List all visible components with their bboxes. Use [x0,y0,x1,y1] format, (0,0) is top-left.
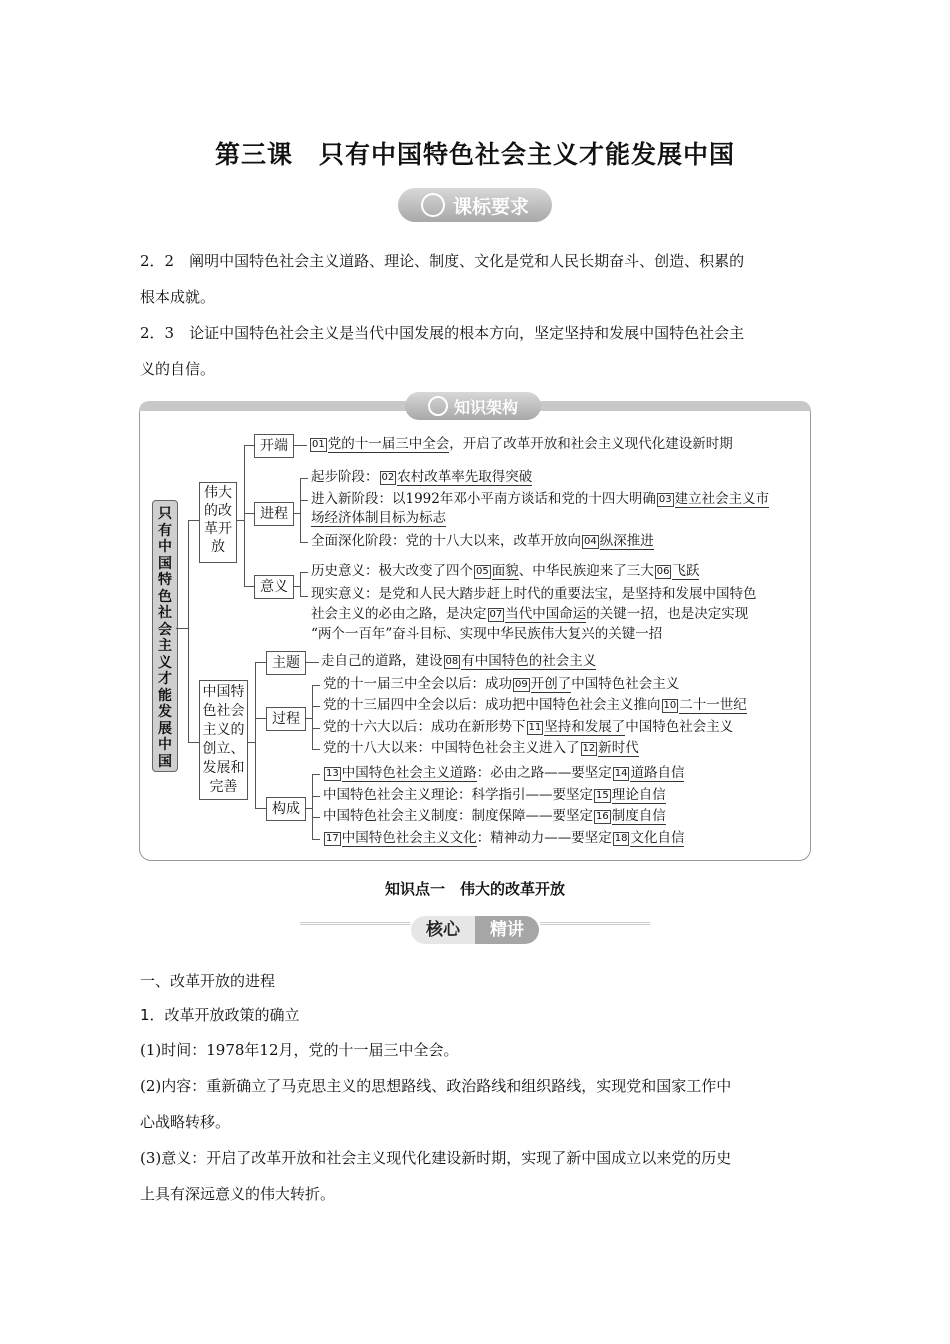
section-heading: 一、改革开放的进程 [140,972,276,990]
stage-item [323,696,747,715]
start-node: 开端 [254,434,294,458]
core-badge [411,916,539,944]
standards-text [140,243,812,387]
answer-number: 11 [528,722,542,733]
answer-blank: 农村改革率先取得突破 [397,469,533,485]
connector [255,662,266,663]
standard-line: 根本成就。 [140,288,216,306]
answer-blank: 建立社会主义市 [674,491,770,507]
branch-socialism-node [199,680,248,800]
meaning-historical [311,562,699,581]
knowledge-point-title: 知识点一 伟大的改革开放 [384,880,565,898]
answer-number: 09 [515,679,528,690]
decor-line [540,922,650,925]
map-text: ：精神动力——要坚定 [476,830,612,846]
theme-text [321,652,596,671]
answer-number: 04 [584,536,597,547]
answer-number: 10 [663,700,677,711]
answer-number: 13 [326,768,339,779]
answer-number: 03 [658,494,672,505]
framework-badge-label: 知识架构 [453,397,518,417]
process-stage-3 [311,532,654,551]
answer-blank: 坚持和发展了 [544,719,626,735]
answer-blank: 文化自信 [630,830,685,846]
connector [312,796,320,797]
answer-number: 08 [445,656,459,667]
map-text: 起步阶段： [311,469,379,485]
connector [312,839,320,840]
meaning-practical-cont [311,605,748,624]
body-line: 上具有深远意义的伟大转折。 [140,1185,336,1203]
map-text: ：必由之路——要坚定 [476,765,612,781]
answer-blank: 二十一世纪 [679,697,747,713]
answer-number: 07 [489,609,503,620]
answer-number: 02 [381,472,395,483]
answer-blank: 场经济体制目标为标志 [311,510,446,526]
connector [248,742,255,743]
connector [293,586,300,587]
map-text: 党的十一届三中全会以后：成功 [323,676,512,692]
connector [244,445,245,586]
standard-line: 2．2 阐明中国特色社会主义道路、理论、制度、文化是党和人民长期奋斗、创造、积累的 [140,252,745,270]
standards-badge [398,188,552,222]
body-line: (2)内容：重新确立了马克思主义的思想路线、政治路线和组织路线，实现党和国家工作中 [140,1077,732,1095]
meaning-practical-cont [311,625,662,644]
compose-item [323,764,684,783]
process-stage-2 [311,490,769,509]
answer-number: 05 [476,566,489,577]
map-text: 全面深化阶段：党的十八大以来，改革开放向 [311,533,581,549]
connector [312,817,320,818]
compose-item [323,786,666,805]
start-text [309,435,733,454]
connector [255,718,266,719]
process2-node: 过程 [266,707,306,731]
stage-item [323,739,639,758]
answer-number: 12 [582,743,596,754]
compose-node: 构成 [266,797,306,821]
body-line: (1)时间：1978年12月，党的十一届三中全会。 [140,1041,459,1059]
page-title: 第三课 只有中国特色社会主义才能发展中国 [214,140,735,169]
branch-socialism-label: 中国特色社会主义的创立、发展和完善 [202,684,245,795]
map-text: 、中华民族迎来了三大 [518,563,654,579]
connector [312,685,320,686]
connector [300,478,301,542]
connector [255,662,256,808]
answer-number: 06 [656,566,670,577]
compose-item [323,807,666,826]
framework-badge [405,392,541,420]
process-stage-1 [311,468,532,487]
connector [255,808,266,809]
body-text [140,1032,812,1212]
answer-blank: 党的十一届三中全会 [327,436,450,452]
connector [300,596,308,597]
meaning-practical [311,585,757,604]
connector [176,628,188,629]
connector [300,572,301,596]
root-node-label: 只有中国特色社会主义才能发展中国 [158,506,172,770]
connector [188,520,199,521]
answer-number: 18 [614,833,628,844]
connector [237,520,244,521]
map-text: 中国特色社会主义理论：科学指引——要坚定 [323,787,593,803]
decor-line [300,922,410,925]
map-text: 党的十三届四中全会以后：成功把中国特色社会主义推向 [323,697,661,713]
map-text: 中国特色社会主义制度：制度保障——要坚定 [323,808,593,824]
standard-line: 2．3 论证中国特色社会主义是当代中国发展的根本方向，坚定坚持和发展中国特色社会主 [140,324,745,342]
map-text: 历史意义：极大改变了四个 [311,563,473,579]
connector [300,478,308,479]
connector [244,445,254,446]
map-text: 中国特色社会主义 [625,719,734,735]
answer-blank: 开创了 [530,676,572,692]
map-text: 进入新阶段：以1992年邓小平南方谈话和党的十四大明确 [311,491,656,507]
connector [312,685,313,749]
branch-reform-label: 伟大的改革开放 [204,485,232,555]
connector [188,520,189,742]
map-text: “两个一百年”奋斗目标、实现中华民族伟大复兴的关键一招 [311,626,663,642]
map-text: 的关键一招，也是决定实现 [586,606,749,622]
core-badge-left: 核心 [411,916,475,944]
subsection-heading: 1．改革开放政策的确立 [140,1006,300,1024]
connector [305,718,312,719]
connector [312,774,320,775]
answer-blank: 有中国特色的社会主义 [461,653,597,669]
meaning-node: 意义 [254,575,294,599]
map-text: 走自己的道路，建设 [321,653,443,669]
connector [312,749,320,750]
process-node: 进程 [254,502,294,526]
map-text: 中国特色社会主义 [571,676,680,692]
connector [300,500,308,501]
connector [305,662,319,663]
standards-badge-label: 课标要求 [452,195,529,218]
connector [300,542,308,543]
connector [300,572,308,573]
process-stage-2-cont [311,509,446,528]
map-text: 党的十六大以后：成功在新形势下 [323,719,526,735]
connector [312,706,320,707]
connector [244,513,254,514]
answer-blank: 飞跃 [672,563,700,579]
connector [312,774,313,839]
answer-blank: 当代中国命运 [505,606,587,622]
badge-icon [428,396,448,416]
map-text: ，开启了改革开放和社会主义现代化建设新时期 [449,436,733,452]
answer-blank: 纵深推进 [599,533,654,549]
map-text: 社会主义的必由之路，是决定 [311,606,487,622]
connector [312,728,320,729]
answer-blank: 中国特色社会主义文化 [341,830,477,846]
answer-blank: 理论自信 [611,787,666,803]
branch-reform-node [199,482,237,563]
standard-line: 义的自信。 [140,360,216,378]
compose-item [323,829,684,848]
answer-blank: 中国特色社会主义道路 [341,765,477,781]
theme-node: 主题 [266,651,306,675]
answer-blank: 制度自信 [611,808,666,824]
connector [305,808,312,809]
answer-number: 01 [312,439,325,450]
answer-number: 17 [326,833,339,844]
answer-number: 14 [614,768,628,779]
stage-item [323,718,733,737]
connector [188,742,199,743]
answer-blank: 新时代 [598,740,639,756]
connector [293,445,307,446]
core-badge-right: 精讲 [475,916,539,944]
badge-icon [421,193,445,217]
answer-blank: 面貌 [491,563,519,579]
answer-number: 16 [596,811,609,822]
body-line: (3)意义：开启了改革开放和社会主义现代化建设新时期，实现了新中国成立以来党的历史 [140,1149,732,1167]
stage-item [323,675,679,694]
map-text: 党的十八大以来：中国特色社会主义进入了 [323,740,580,756]
map-text: 现实意义：是党和人民大踏步赶上时代的重要法宝，是坚持和发展中国特色 [311,586,757,602]
connector [244,586,254,587]
answer-blank: 道路自信 [630,765,685,781]
answer-number: 15 [596,790,609,801]
body-line: 心战略转移。 [140,1113,231,1131]
connector [293,513,300,514]
